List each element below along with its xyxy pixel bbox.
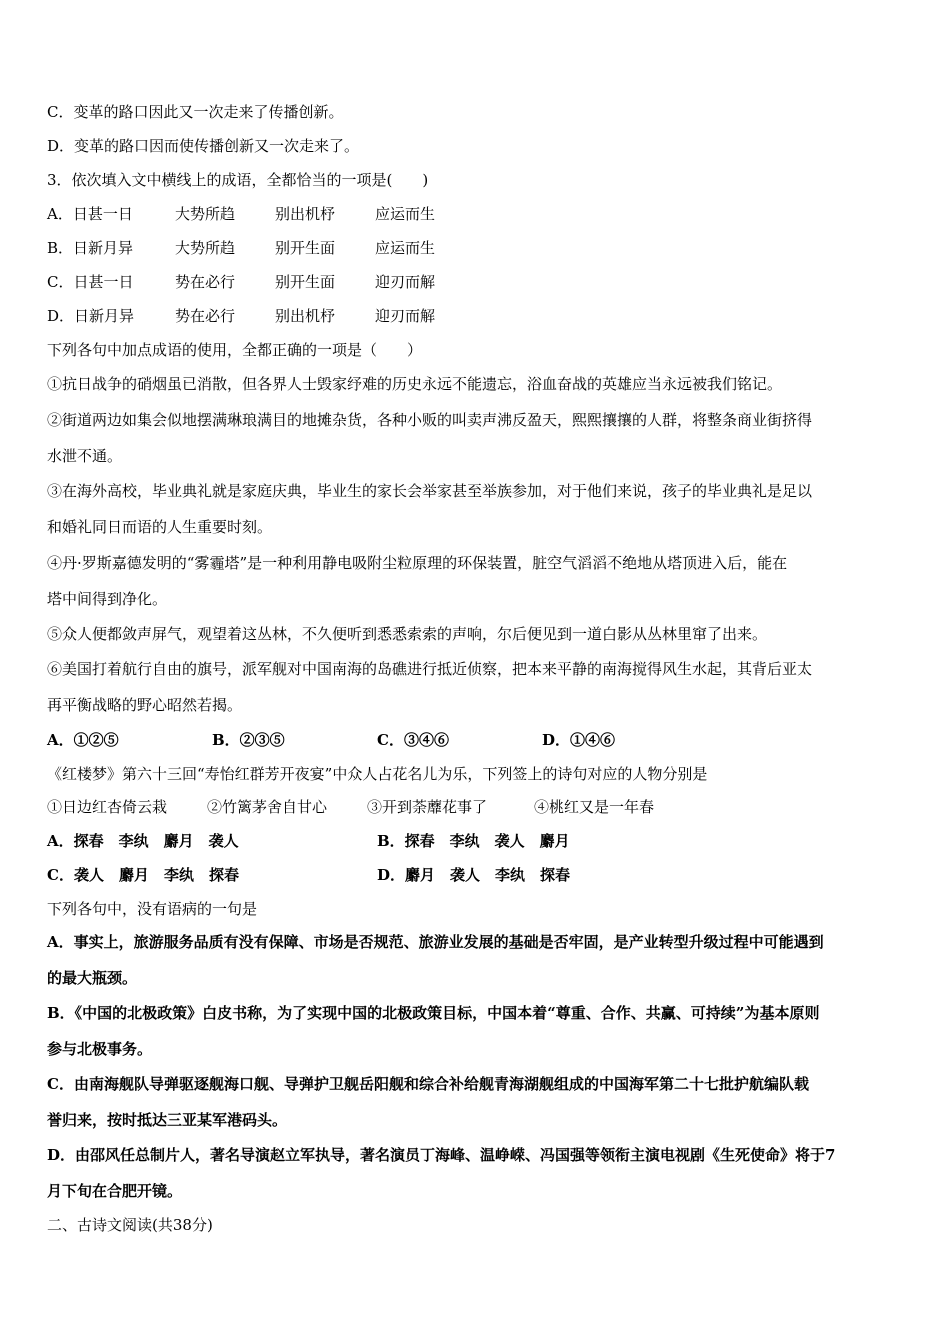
q4-option-b: B．②③⑤ — [212, 731, 285, 749]
q3-option-label: D．日新月异 — [47, 307, 135, 325]
q5-poem: ①日边红杏倚云栽 — [47, 798, 168, 816]
q5-option-a: A．探春 李纨 麝月 袭人 — [47, 832, 239, 850]
q4-sentence-1: ①抗日战争的硝烟虽已消散，但各界人士毁家纾难的历史永远不能遗忘，浴血奋战的英雄应当永远被我们铭记。 — [47, 375, 783, 393]
q3-option-word: 势在必行 — [175, 307, 236, 325]
q4-sentence-3: ③在海外高校，毕业典礼就是家庭庆典，毕业生的家长会举家甚至举族参加，对于他们来说，孩子的毕业典礼是足以 — [47, 482, 813, 500]
q5-option-c: C．袭人 麝月 李纨 探春 — [47, 866, 239, 884]
q4-option-d: D．①④⑥ — [542, 731, 616, 749]
q4-option-a: A．①②⑤ — [47, 731, 119, 749]
q3-option-word: 别出机杼 — [275, 205, 336, 223]
q3-option-word: 大势所趋 — [175, 239, 236, 257]
q6-option-d-cont: 月下旬在合肥开镜。 — [47, 1182, 183, 1200]
q3-option-row — [47, 204, 467, 224]
q3-stem: 3．依次填入文中横线上的成语，全都恰当的一项是( ) — [47, 171, 429, 189]
q5-poem: ③开到荼蘼花事了 — [367, 798, 488, 816]
q4-sentence-2: ②街道两边如集会似地摆满琳琅满目的地摊杂货，各种小贩的叫卖声沸反盈天，熙熙攘攘的人群，将整条商业街挤得 — [47, 411, 813, 429]
q3-option-word: 别开生面 — [275, 273, 336, 291]
q6-stem: 下列各句中，没有语病的一句是 — [47, 900, 258, 918]
q3-option-word: 大势所趋 — [175, 205, 236, 223]
q5-options-row — [47, 865, 607, 885]
q6-option-a: A．事实上，旅游服务品质有没有保障、市场是否规范、旅游业发展的基础是否牢固，是产业转型升级过程中可能遇到 — [47, 933, 824, 951]
q5-option-b: B．探春 李纨 袭人 麝月 — [377, 832, 570, 850]
q4-sentence-6-cont: 再平衡战略的野心昭然若揭。 — [47, 696, 243, 714]
q5-options-row — [47, 831, 607, 851]
q6-option-c-cont: 誉归来，按时抵达三亚某军港码头。 — [47, 1111, 288, 1129]
q2-option-c: C．变革的路口因此又一次走来了传播创新。 — [47, 103, 344, 121]
q6-option-b-cont: 参与北极事务。 — [47, 1040, 153, 1058]
q3-option-word: 迎刃而解 — [375, 307, 436, 325]
q3-option-label: A．日甚一日 — [47, 205, 133, 223]
q4-sentence-4-cont: 塔中间得到净化。 — [47, 590, 168, 608]
q4-sentence-4: ④丹·罗斯嘉德发明的“雾霾塔”是一种利用静电吸附尘粒原理的环保装置，脏空气滔滔不绝地从塔顶进入后，能在 — [47, 554, 788, 572]
q3-option-row — [47, 238, 467, 258]
q6-option-c: C．由南海舰队导弹驱逐舰海口舰、导弹护卫舰岳阳舰和综合补给舰青海湖舰组成的中国海军第二十七批护航编队载 — [47, 1075, 809, 1093]
q3-option-word: 应运而生 — [375, 205, 436, 223]
q4-stem: 下列各句中加点成语的使用，全都正确的一项是（ ） — [47, 341, 423, 359]
q6-option-b: B．《中国的北极政策》白皮书称，为了实现中国的北极政策目标，中国本着“尊重、合作、共赢、可持续”为基本原则 — [47, 1004, 820, 1022]
q4-sentence-6: ⑥美国打着航行自由的旗号，派军舰对中国南海的岛礁进行抵近侦察，把本来平静的南海搅得风生水起，其背后亚太 — [47, 660, 813, 678]
q4-sentence-2-cont: 水泄不通。 — [47, 447, 123, 465]
q5-poem: ②竹篱茅舍自甘心 — [207, 798, 328, 816]
q5-stem: 《红楼梦》第六十三回“寿怡红群芳开夜宴”中众人占花名儿为乐，下列签上的诗句对应的人物分别是 — [47, 765, 708, 783]
q4-sentence-3-cont: 和婚礼同日而语的人生重要时刻。 — [47, 518, 273, 536]
q3-option-word: 迎刃而解 — [375, 273, 436, 291]
q3-option-row — [47, 272, 467, 292]
q6-option-a-cont: 的最大瓶颈。 — [47, 969, 138, 987]
section-heading: 二、古诗文阅读(共38分) — [47, 1216, 213, 1234]
q3-option-row — [47, 306, 467, 326]
q4-options — [47, 730, 667, 750]
q4-option-c: C．③④⑥ — [377, 731, 449, 749]
q5-option-d: D．麝月 袭人 李纨 探春 — [377, 866, 571, 884]
q3-option-word: 别出机杼 — [275, 307, 336, 325]
q5-poems — [47, 797, 687, 817]
q3-option-word: 势在必行 — [175, 273, 236, 291]
q3-option-word: 别开生面 — [275, 239, 336, 257]
q6-option-d: D．由邵风任总制片人，著名导演赵立军执导，著名演员丁海峰、温峥嵘、冯国强等领衔主演电视剧《生死使命》将于7 — [47, 1146, 836, 1164]
q4-sentence-5: ⑤众人便都敛声屏气，观望着这丛林，不久便听到悉悉索索的声响，尔后便见到一道白影从丛林里窜了出来。 — [47, 625, 768, 643]
q3-option-label: C．日甚一日 — [47, 273, 134, 291]
q2-option-d: D．变革的路口因而使传播创新又一次走来了。 — [47, 137, 360, 155]
q3-option-word: 应运而生 — [375, 239, 436, 257]
q5-poem: ④桃红又是一年春 — [534, 798, 655, 816]
q3-option-label: B．日新月异 — [47, 239, 134, 257]
